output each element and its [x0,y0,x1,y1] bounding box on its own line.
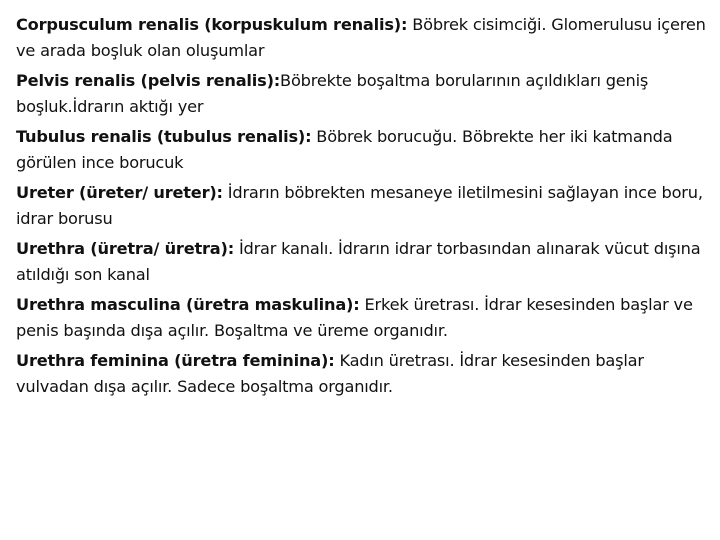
glossary-term: Pelvis renalis (pelvis renalis): [16,71,281,90]
glossary-term: Ureter (üreter/ ureter): [16,183,223,202]
glossary-definition: Böbrek borucuğu. Böbrekte her iki katmanda görülen ince borucuk [16,127,673,172]
glossary-entry-urethra [16,236,706,287]
glossary-entry-ureter [16,180,706,231]
glossary-text-block [16,12,706,404]
glossary-entry-urethra-feminina [16,348,706,399]
glossary-definition: Kadın üretrası. İdrar kesesinden başlar vulvadan dışa açılır. Sadece boşaltma organıdır. [16,351,644,396]
glossary-definition: Böbrek cisimciği. Glomerulusu içeren ve arada boşluk olan oluşumlar [16,15,706,60]
glossary-term: Tubulus renalis (tubulus renalis): [16,127,312,146]
glossary-term: Urethra feminina (üretra feminina): [16,351,335,370]
glossary-entry-tubulus-renalis [16,124,706,175]
glossary-definition: Böbrekte boşaltma borularının açıldıkları geniş boşluk.İdrarın aktığı yer [16,71,649,116]
glossary-definition: Erkek üretrası. İdrar kesesinden başlar ve penis başında dışa açılır. Boşaltma ve üreme organıdır. [16,295,693,340]
glossary-term: Urethra (üretra/ üretra): [16,239,234,258]
glossary-definition: İdrarın böbrekten mesaneye iletilmesini sağlayan ince boru, idrar borusu [16,183,703,228]
glossary-entry-pelvis-renalis [16,68,706,119]
glossary-entry-urethra-masculina [16,292,706,343]
glossary-term: Corpusculum renalis (korpuskulum renalis): [16,15,408,34]
glossary-term: Urethra masculina (üretra maskulina): [16,295,360,314]
glossary-definition: İdrar kanalı. İdrarın idrar torbasından alınarak vücut dışına atıldığı son kanal [16,239,701,284]
glossary-entry-corpusculum-renalis [16,12,706,63]
